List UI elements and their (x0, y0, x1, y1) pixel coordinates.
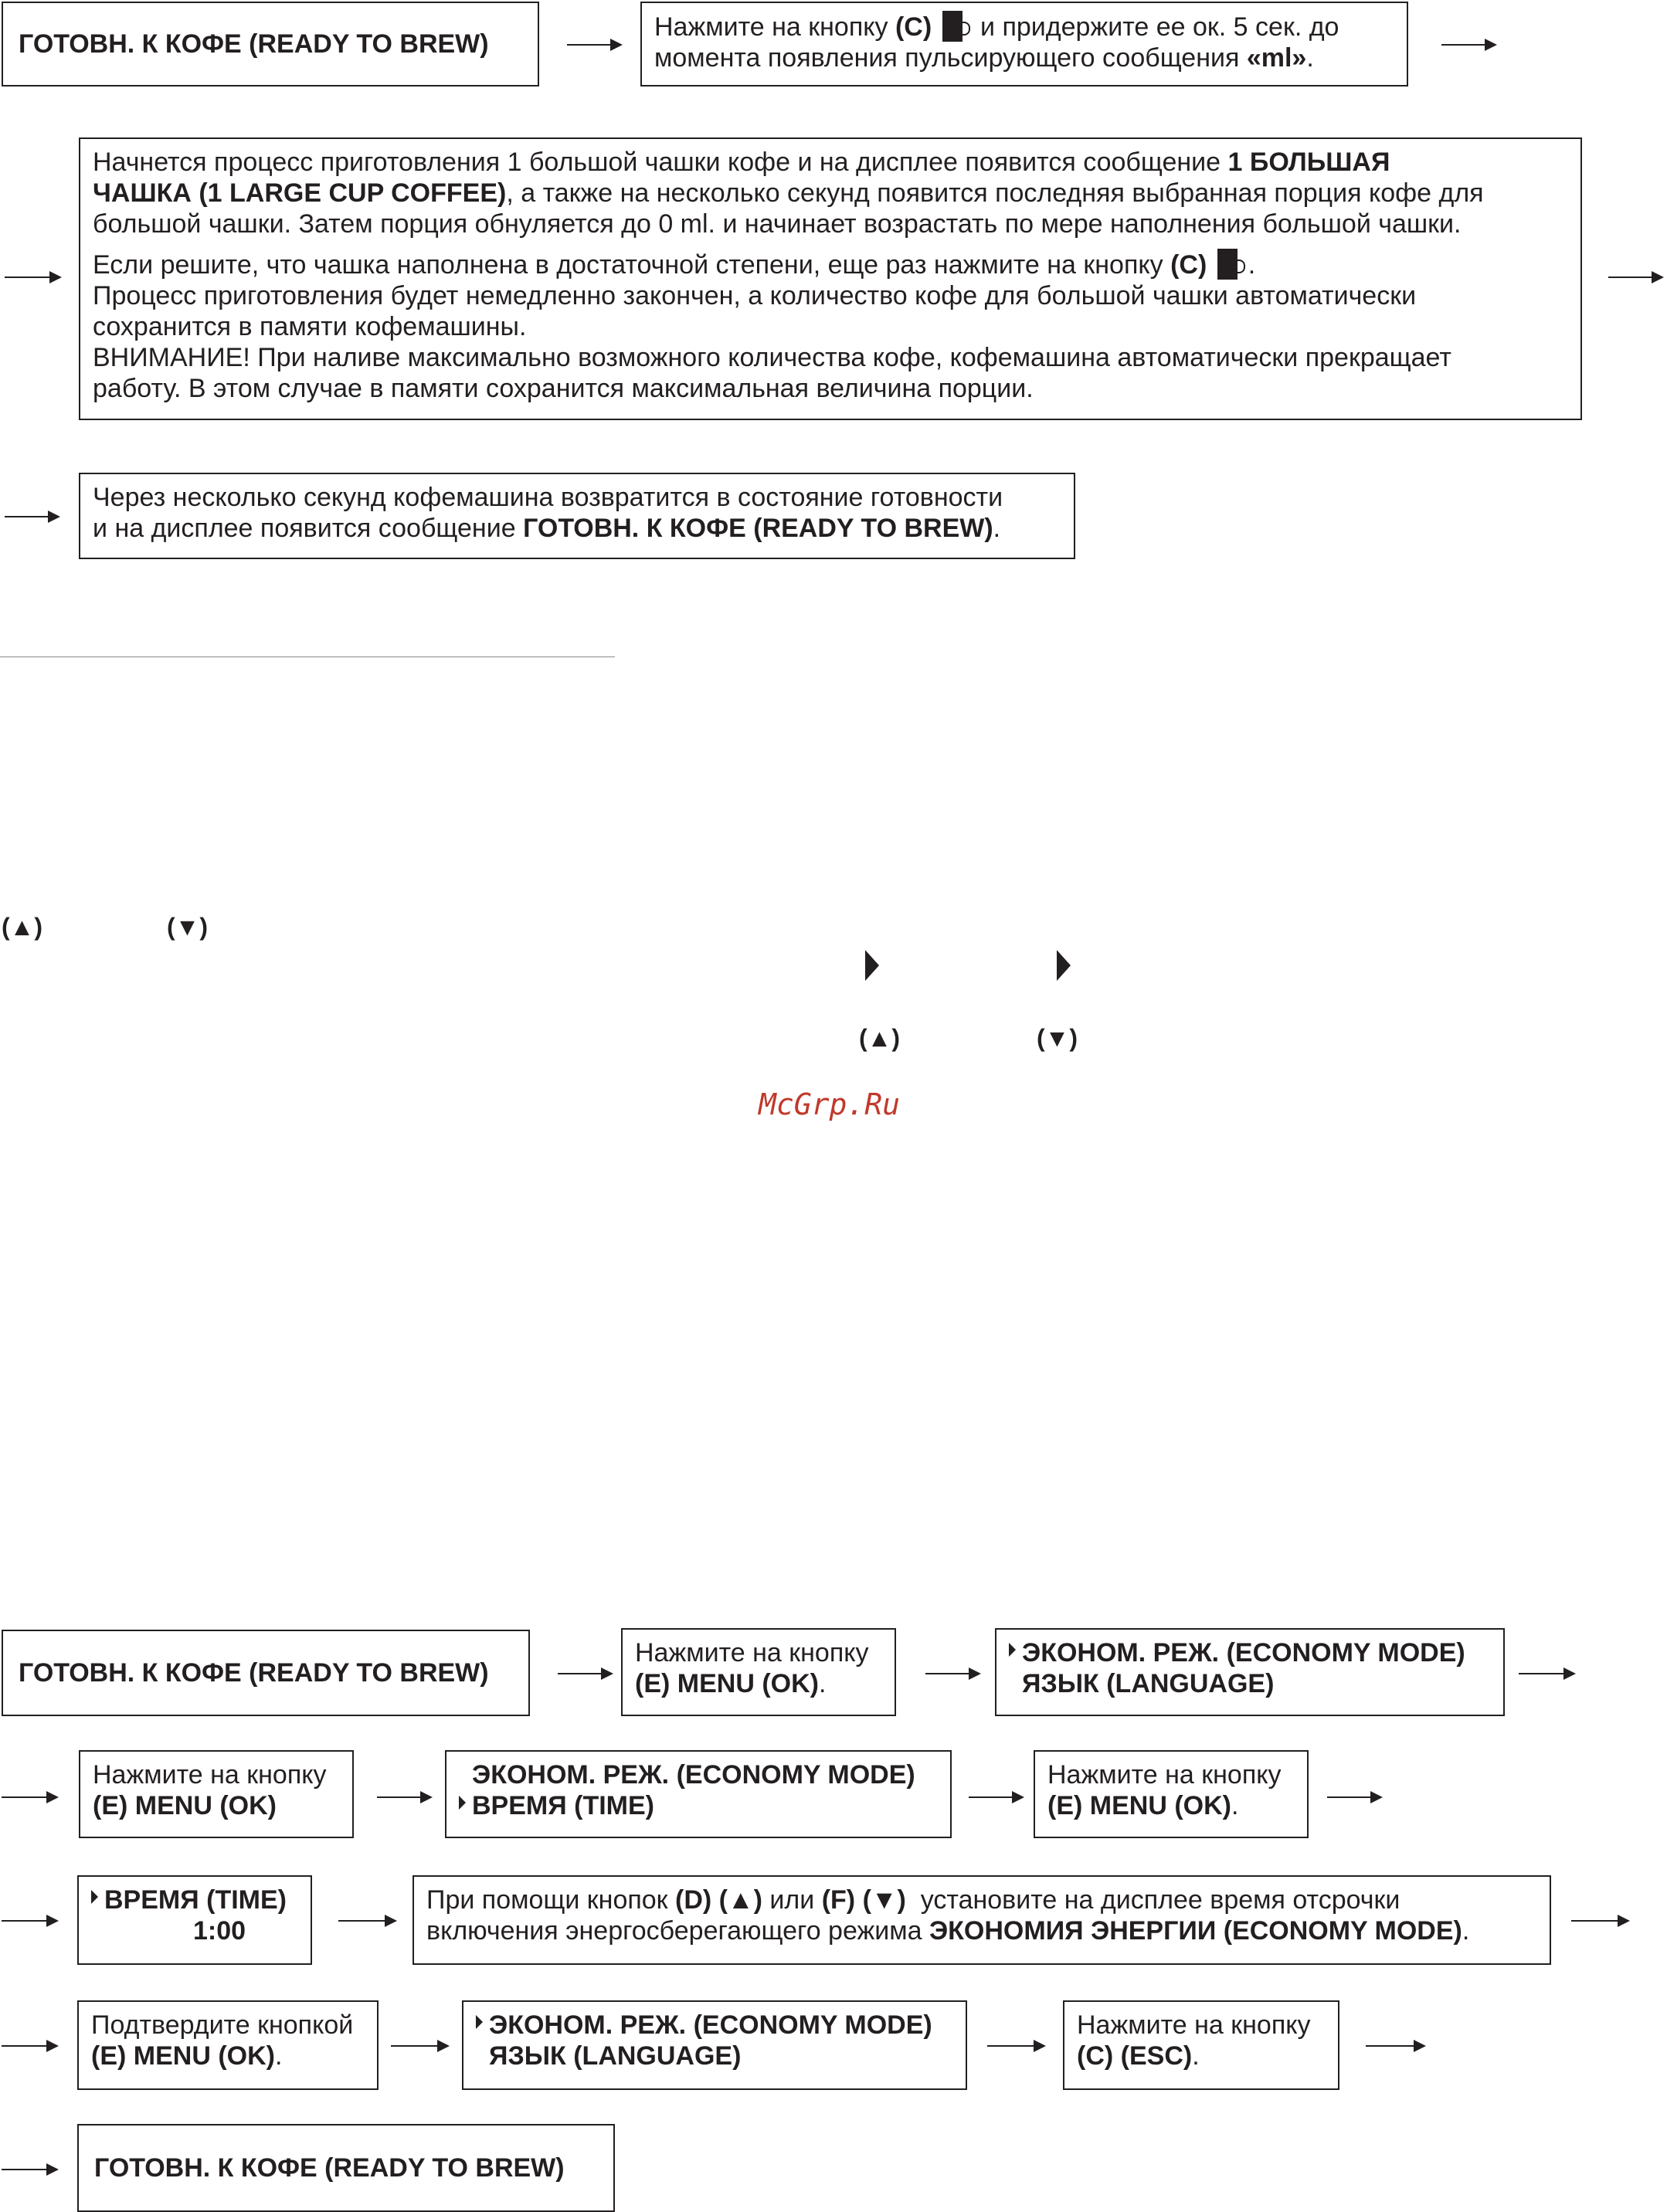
flow-arrow (558, 1673, 612, 1674)
confirm-menu-box (77, 2000, 379, 2090)
flow-arrow (2, 2045, 57, 2047)
text: установите на дисплее время отсрочки (920, 1885, 1400, 1915)
text: Нажмите на кнопку (1047, 1760, 1282, 1790)
down-arrow-button-symbol: (▼) (862, 1885, 906, 1915)
flow-arrow (1327, 1796, 1381, 1798)
text: . (1248, 250, 1256, 280)
large-cup-process-box (79, 137, 1582, 420)
button-e-label: (E) MENU (OK) (93, 1791, 277, 1820)
press-esc-box (1063, 2000, 1339, 2090)
text: . (1462, 1916, 1470, 1946)
button-e-label: (E) MENU (OK) (635, 1669, 819, 1698)
menu-line: ВРЕМЯ (TIME) (104, 1885, 287, 1915)
flow-arrow (391, 2045, 448, 2047)
menu-line: ЭКОНОМ. РЕЖ. (ECONOMY MODE) (1022, 1638, 1465, 1667)
text: и на дисплее появится сообщение (93, 514, 516, 543)
display-menu-box (445, 1750, 952, 1838)
text: . (1231, 1791, 1239, 1820)
cursor-icon (1009, 1643, 1016, 1657)
text: большой чашки. Затем порция обнуляется до 0 ml. и начинает возрастать по мере наполнения большой чашки. (93, 209, 1462, 239)
large-cup-label: ЧАШКА (1 LARGE CUP COFFEE) (93, 178, 507, 208)
divider (0, 656, 615, 657)
display-time-box (77, 1875, 312, 1965)
ml-label: «ml» (1246, 43, 1307, 73)
menu-line: ЯЗЫК (LANGUAGE) (489, 2041, 742, 2071)
text: , а также на несколько секунд появится последняя выбранная порция кофе для (506, 178, 1484, 208)
text: Если решите, что чашка наполнена в достаточной степени, еще раз нажмите на кнопку (93, 250, 1163, 280)
flow-arrow (377, 1796, 431, 1798)
press-menu-box (1034, 1750, 1309, 1838)
display-menu-box (995, 1628, 1505, 1716)
button-e-label: (E) MENU (OK) (1047, 1791, 1231, 1820)
return-ready-box (79, 473, 1075, 559)
text: . (1306, 43, 1314, 73)
text: Подтвердите кнопкой (91, 2010, 354, 2040)
button-d-label: (D) (675, 1885, 712, 1915)
flow-arrow (2, 2169, 57, 2170)
ready-to-brew-box (77, 2124, 615, 2212)
flow-arrow (2, 1796, 57, 1798)
text: . (274, 2041, 283, 2071)
button-e-label: (E) MENU (OK) (91, 2041, 275, 2071)
watermark: McGrp.Ru (759, 1087, 901, 1121)
down-arrow-button-symbol: (▼) (167, 913, 208, 941)
ready-to-brew-box (2, 1630, 530, 1716)
time-value: 1:00 (193, 1916, 246, 1946)
flow-arrow (925, 1673, 979, 1674)
flow-arrow (1571, 1920, 1628, 1922)
ready-to-brew-box (2, 2, 539, 87)
display-menu-box (462, 2000, 967, 2090)
economy-mode-label: ЭКОНОМИЯ ЭНЕРГИИ (ECONOMY MODE) (929, 1916, 1462, 1946)
ready-to-brew-text: ГОТОВН. К КОФЕ (READY TO BREW) (523, 514, 993, 543)
text: или (769, 1885, 815, 1915)
menu-line: ЭКОНОМ. РЕЖ. (ECONOMY MODE) (489, 2010, 932, 2040)
flow-arrow (1441, 44, 1496, 46)
text: момента появления пульсирующего сообщения (654, 43, 1240, 73)
flow-arrow (969, 1796, 1023, 1798)
text: сохранится в памяти кофемашины. (93, 312, 527, 341)
up-arrow-button-symbol: (▲) (718, 1885, 762, 1915)
text: . (818, 1669, 827, 1698)
warning-text: работу. В этом случае в памяти сохранится максимальная величина порции. (93, 374, 1034, 403)
ready-to-brew-text: ГОТОВН. К КОФЕ (READY TO BREW) (19, 29, 489, 59)
text: Начнется процесс приготовления 1 большой чашки кофе и на дисплее появится сообщение (93, 148, 1221, 177)
text: . (993, 514, 1001, 543)
pointer-icon (1057, 950, 1071, 981)
menu-line: ЭКОНОМ. РЕЖ. (ECONOMY MODE) (472, 1760, 915, 1790)
text: включения энергосберегающего режима (426, 1916, 922, 1946)
warning-text: ВНИМАНИЕ! При наливе максимально возможного количества кофе, кофемашина автоматически прекращает (93, 343, 1451, 372)
up-arrow-button-symbol: (▲) (2, 913, 42, 941)
menu-line: ВРЕМЯ (TIME) (472, 1791, 654, 1820)
button-c-label: (C) (1170, 250, 1207, 280)
down-arrow-button-symbol: (▼) (1037, 1024, 1078, 1052)
flow-arrow (1366, 2045, 1424, 2047)
large-cup-label: 1 БОЛЬШАЯ (1227, 148, 1390, 177)
flow-arrow (5, 516, 59, 517)
flow-arrow (1519, 1673, 1574, 1674)
cup-icon (1217, 249, 1245, 280)
cup-icon (942, 11, 970, 42)
flow-arrow (5, 276, 60, 278)
ready-to-brew-text: ГОТОВН. К КОФЕ (READY TO BREW) (19, 1658, 489, 1688)
ready-to-brew-text: ГОТОВН. К КОФЕ (READY TO BREW) (94, 2153, 565, 2183)
text: и придержите ее ок. 5 сек. до (980, 12, 1339, 42)
flow-arrow (1608, 276, 1662, 278)
cursor-icon (91, 1890, 98, 1904)
pointer-icon (865, 950, 879, 981)
flow-arrow (987, 2045, 1044, 2047)
button-c-label: (C) (895, 12, 932, 42)
button-c-esc-label: (C) (ESC) (1077, 2041, 1193, 2071)
set-time-instruction-box (413, 1875, 1551, 1965)
cursor-icon (476, 2015, 483, 2029)
button-f-label: (F) (821, 1885, 856, 1915)
press-c-instruction-box (640, 2, 1408, 87)
press-menu-box (79, 1750, 354, 1838)
text: Через несколько секунд кофемашина возвратится в состояние готовности (93, 483, 1003, 512)
text: Нажмите на кнопку (93, 1760, 327, 1790)
flow-arrow (2, 1920, 57, 1922)
press-menu-box (621, 1628, 896, 1716)
text: . (1192, 2041, 1200, 2071)
text: При помощи кнопок (426, 1885, 668, 1915)
cursor-icon (459, 1796, 466, 1810)
text: Нажмите на кнопку (635, 1638, 869, 1667)
flow-arrow (567, 44, 621, 46)
menu-line: ЯЗЫК (LANGUAGE) (1022, 1669, 1275, 1698)
flow-arrow (338, 1920, 396, 1922)
text: Процесс приготовления будет немедленно закончен, а количество кофе для большой чашки автоматически (93, 281, 1417, 310)
up-arrow-button-symbol: (▲) (859, 1024, 900, 1052)
text: Нажмите на кнопку (1077, 2010, 1311, 2040)
text: Нажмите на кнопку (654, 12, 888, 42)
